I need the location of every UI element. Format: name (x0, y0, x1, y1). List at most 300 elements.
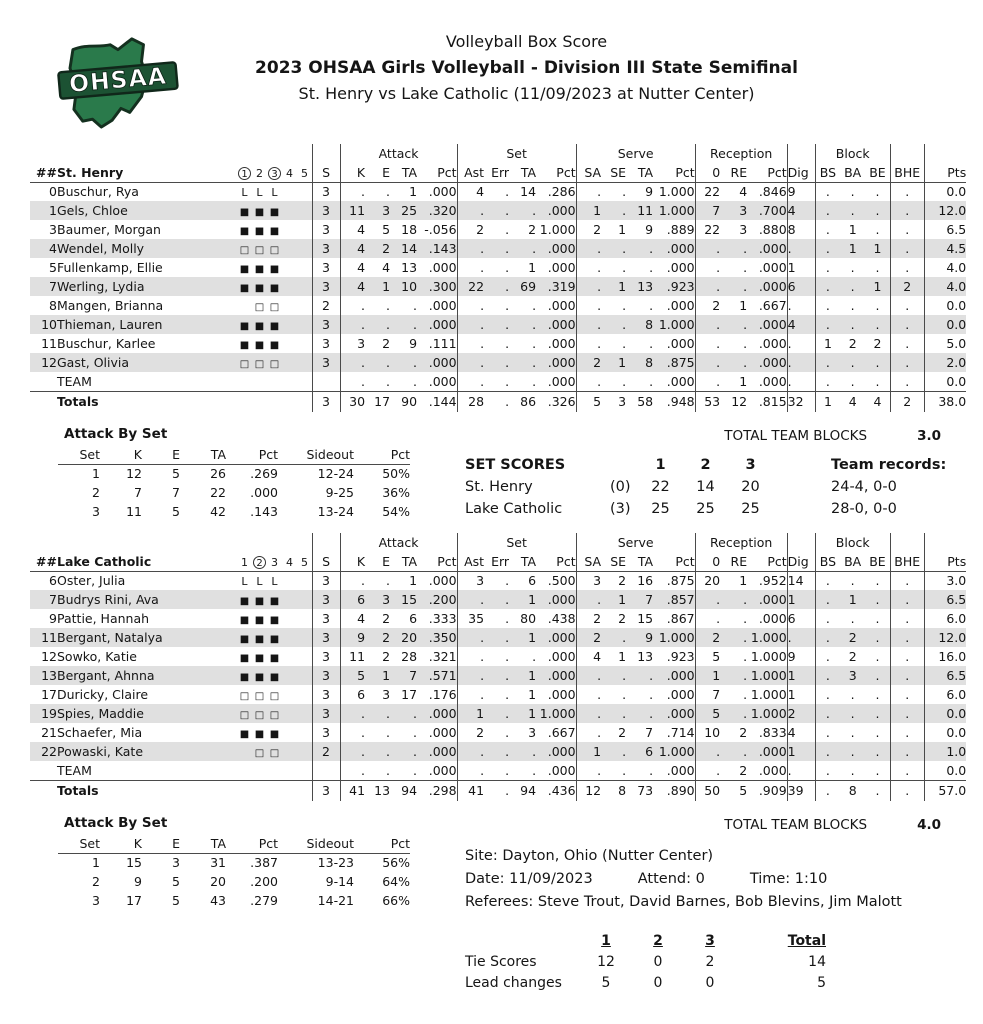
stat-cell: . (532, 298, 537, 313)
set-marker: ■ (254, 226, 265, 237)
set-marker: ■ (239, 264, 250, 275)
stat-cell: . (576, 334, 601, 353)
stat-cell: 20 (695, 571, 720, 590)
player-row (30, 220, 966, 239)
stat-cell: .144 (417, 391, 457, 412)
stat-cell: . (815, 761, 840, 780)
stat-cell: 16 (637, 573, 654, 589)
player-row (30, 609, 966, 628)
set-number: 5 (301, 166, 308, 180)
stat-cell: . (875, 184, 880, 200)
stat-cell: . (413, 744, 418, 759)
stat-cell: .571 (428, 668, 457, 683)
abs-cell: 20 (210, 874, 226, 889)
stat-cell: 1 (528, 687, 537, 702)
stat-cell: .948 (653, 391, 695, 412)
stat-cell: . (875, 630, 880, 645)
st-henry-attack-by-set (30, 424, 420, 521)
stat-cell: 1 (787, 742, 815, 761)
abs-col-header: K (100, 834, 142, 853)
stat-cell: . (890, 353, 924, 372)
stat-cell: . (850, 687, 855, 702)
stat-cell: . (815, 239, 840, 258)
stat-cell: . (505, 373, 510, 389)
stat-cell: 1.000 (750, 668, 787, 683)
stat-cell: . (505, 260, 510, 275)
stat-cell: 22 (457, 277, 484, 296)
stat-cell: 2 (873, 336, 882, 351)
col-header: Pct (653, 163, 695, 182)
stat-cell: . (576, 761, 601, 780)
stat-cell: 0.0 (924, 761, 966, 780)
stat-cell: . (875, 649, 880, 664)
col-header: BHE (890, 552, 924, 571)
stat-cell: .000 (666, 687, 695, 702)
stat-cell: 3 (739, 203, 748, 218)
stat-cell: 4 (457, 182, 484, 201)
abs-cell: 15 (126, 855, 142, 871)
stat-cell: . (890, 780, 924, 801)
site-line: Site: Dayton, Ohio (Nutter Center) (465, 848, 714, 864)
stat-cell: .320 (428, 203, 457, 218)
stat-cell: 3 (312, 647, 340, 666)
stat-cell: 1.000 (658, 630, 695, 645)
set-marker: □ (269, 691, 280, 702)
stat-cell: 1 (787, 590, 815, 609)
stat-cell: . (890, 571, 924, 590)
stat-cell: . (875, 298, 880, 313)
stat-cell: 3 (312, 220, 340, 239)
stat-cell: 1.000 (539, 222, 576, 237)
page-header (30, 32, 953, 132)
group-header-row (30, 533, 966, 552)
stat-cell: . (505, 706, 510, 721)
stat-cell: 2 (890, 277, 924, 296)
player-name: Thieman, Lauren (57, 317, 163, 332)
stat-cell: . (505, 241, 510, 256)
stat-cell: . (850, 744, 855, 759)
match-info (465, 845, 953, 915)
stat-cell: . (875, 373, 880, 389)
set-score: 20 (741, 479, 760, 495)
stat-cell: . (386, 762, 391, 778)
player-number: 19 (41, 706, 57, 721)
total-team-blocks-line (420, 428, 953, 444)
stat-cell: . (875, 706, 880, 721)
abs-header-row (58, 834, 410, 853)
set-scores (465, 454, 953, 520)
set-markers (237, 258, 312, 277)
stat-cell: . (386, 706, 391, 721)
stat-cell: 11 (340, 201, 365, 220)
stat-cell: . (787, 353, 815, 372)
stat-cell: 3 (739, 222, 748, 237)
stat-cell: 4.5 (924, 239, 966, 258)
group-spacer (787, 144, 815, 163)
stat-cell: .000 (758, 611, 787, 626)
stat-cell: . (787, 628, 815, 647)
set-markers (237, 201, 312, 220)
serve-group-header: Serve (576, 144, 695, 163)
stat-cell: . (413, 706, 418, 721)
abs-col-header: TA (180, 445, 226, 464)
stat-cell: .438 (547, 611, 576, 626)
stat-cell: 57.0 (924, 780, 966, 801)
set-marker: □ (254, 359, 265, 370)
player-name: Buschur, Rya (57, 184, 139, 200)
player-row (30, 761, 966, 780)
stat-cell: . (815, 353, 840, 372)
abs-cell: 9-25 (325, 485, 354, 500)
stat-cell: 22 (695, 182, 720, 201)
stat-cell: 1 (848, 241, 857, 256)
set-marker: ■ (239, 226, 250, 237)
set-scores-row (465, 498, 953, 520)
col-header: Dig (787, 552, 815, 571)
abs-col-header: TA (180, 834, 226, 853)
col-header: TA (509, 163, 536, 182)
stat-cell: 3 (382, 592, 391, 607)
stat-cell: .890 (653, 780, 695, 801)
stat-cell: 13 (637, 279, 654, 294)
set-marker: ■ (239, 596, 250, 607)
set-marker: ■ (239, 672, 250, 683)
stat-cell: . (850, 279, 855, 294)
set-marker: ■ (269, 283, 280, 294)
group-spacer (890, 144, 924, 163)
abs-cell: 5 (172, 893, 180, 908)
set-markers (237, 742, 312, 761)
stat-cell: 7 (409, 668, 418, 683)
stat-cell: 17 (365, 391, 390, 412)
col-header: Pts (924, 552, 966, 571)
col-header: 0 (695, 552, 720, 571)
stat-cell: 8 (601, 780, 626, 801)
stat-cell: .286 (547, 184, 576, 200)
stat-cell: . (787, 761, 815, 780)
stat-cell: 3 (312, 353, 340, 372)
abs-cell: 42 (210, 504, 226, 519)
player-name: Wendel, Molly (57, 241, 145, 256)
stat-cell: . (622, 260, 627, 275)
stat-cell: . (532, 744, 537, 759)
logo-text: OHSAA (67, 61, 168, 99)
player-number: 22 (41, 744, 57, 759)
col-header: BE (865, 163, 890, 182)
stat-cell: 3 (312, 666, 340, 685)
stat-cell: . (743, 355, 748, 370)
event-title: 2023 OHSAA Girls Volleyball - Division III State Semifinal (255, 58, 798, 78)
ohsaa-logo (42, 32, 194, 130)
stat-cell: 2 (739, 725, 748, 740)
player-number: 10 (41, 317, 57, 332)
stat-cell: .833 (758, 725, 787, 740)
group-spacer (787, 533, 815, 552)
group-spacer (924, 533, 966, 552)
stat-cell: . (787, 372, 815, 391)
total-team-blocks-label: TOTAL TEAM BLOCKS (724, 428, 868, 444)
player-name: Buschur, Karlee (57, 336, 156, 351)
set-number: 4 (286, 166, 293, 180)
stat-cell: . (695, 590, 720, 609)
col-header: Pct (536, 552, 576, 571)
abs-col-header: Set (58, 445, 100, 464)
stat-cell: . (505, 336, 510, 351)
stat-cell: . (875, 260, 880, 275)
set-marker: ■ (254, 653, 265, 664)
stat-cell: 1 (695, 666, 720, 685)
stat-cell: 7 (695, 201, 720, 220)
set-number: 4 (286, 555, 293, 569)
set-scores-column (420, 424, 953, 520)
col-header: S (312, 163, 340, 182)
stat-cell: .889 (666, 222, 695, 237)
stat-cell (312, 372, 340, 391)
stat-cell: . (815, 315, 840, 334)
stat-cell: .000 (666, 762, 695, 778)
stat-cell: 2 (576, 628, 601, 647)
stat-cell: . (457, 685, 484, 704)
player-row (30, 590, 966, 609)
stat-cell: 41 (457, 780, 484, 801)
stat-cell: . (695, 315, 720, 334)
stat-cell: . (815, 201, 840, 220)
stat-cell: 0.0 (924, 182, 966, 201)
stat-cell: 3 (312, 685, 340, 704)
player-name: Spies, Maddie (57, 706, 144, 721)
set-marker: □ (239, 245, 250, 256)
stat-cell: . (875, 611, 880, 626)
set-marker: □ (269, 359, 280, 370)
stat-cell: 1 (457, 704, 484, 723)
stat-cell: . (815, 296, 840, 315)
col-header: K (340, 552, 365, 571)
stat-cell: . (622, 317, 627, 332)
stat-cell: 1 (409, 573, 418, 589)
set-score: 25 (696, 501, 715, 517)
abs-cell: 13-23 (317, 855, 354, 871)
stat-cell: . (340, 353, 365, 372)
stat-cell: . (340, 315, 365, 334)
stat-cell: 94 (509, 780, 536, 801)
stat-cell: .000 (666, 668, 695, 683)
stat-cell: . (457, 742, 484, 761)
stat-cell: . (875, 725, 880, 740)
stat-cell: . (875, 573, 880, 589)
stat-cell: 35 (457, 609, 484, 628)
lead-changes-row (465, 973, 953, 994)
player-row (30, 372, 966, 391)
stat-cell: 2 (382, 241, 391, 256)
abs-cell: 64% (382, 874, 410, 889)
stat-cell: . (743, 592, 748, 607)
team-record: 24-4, 0-0 (831, 479, 897, 495)
stat-cell: .000 (666, 260, 695, 275)
stat-cell: .000 (547, 355, 576, 370)
stat-cell: . (649, 298, 654, 313)
stat-cell: . (505, 744, 510, 759)
stat-cell: .000 (547, 649, 576, 664)
stat-cell: 0.0 (924, 704, 966, 723)
stat-cell: . (532, 373, 537, 389)
stat-cell: . (815, 277, 840, 296)
tie-value: 0 (705, 975, 715, 992)
stat-cell: . (457, 372, 484, 391)
stat-cell: 5 (576, 391, 601, 412)
reception-group-header: Reception (695, 533, 787, 552)
abs-row (58, 891, 410, 910)
stat-cell: . (815, 590, 840, 609)
col-header: BE (865, 552, 890, 571)
tie-set-header: 2 (653, 933, 663, 950)
stat-cell: . (457, 666, 484, 685)
set-marker: ■ (239, 653, 250, 664)
player-number: 12 (41, 355, 57, 370)
stat-cell: . (875, 762, 880, 778)
stat-cell: . (576, 704, 601, 723)
stat-cell: .000 (547, 373, 576, 389)
set-marker: □ (239, 359, 250, 370)
stat-cell: . (532, 203, 537, 218)
stat-cell: . (695, 239, 720, 258)
set-markers (237, 761, 312, 780)
stat-cell: 6.5 (924, 666, 966, 685)
stat-cell: . (695, 277, 720, 296)
col-header: Pct (653, 552, 695, 571)
abs-cell: 17 (126, 893, 142, 908)
set-marker: ■ (269, 729, 280, 740)
stat-cell: . (649, 706, 654, 721)
player-name: Pattie, Hannah (57, 611, 150, 626)
stat-cell: . (815, 372, 840, 391)
stat-cell: . (622, 336, 627, 351)
col-header: 0 (695, 163, 720, 182)
stat-cell: . (890, 685, 924, 704)
abs-cell: 12 (126, 466, 142, 482)
stat-cell: 2 (787, 704, 815, 723)
abs-cell: 9-14 (325, 874, 354, 889)
stat-cell: . (743, 317, 748, 332)
player-name: Duricky, Claire (57, 687, 149, 702)
set-marker: ■ (239, 615, 250, 626)
stat-cell: . (340, 296, 365, 315)
spacer (30, 144, 312, 163)
stat-cell: 2.0 (924, 353, 966, 372)
set-marker: □ (269, 302, 280, 313)
abs-cell: 3 (92, 893, 100, 908)
set-marker: □ (254, 710, 265, 721)
stat-cell: 11 (340, 647, 365, 666)
stat-cell: .000 (758, 317, 787, 332)
stat-cell: 1 (618, 649, 627, 664)
abs-col-header: Pct (226, 445, 278, 464)
stat-cell: 6 (340, 685, 365, 704)
stat-cell: 1.000 (750, 687, 787, 702)
player-row (30, 315, 966, 334)
stat-cell: . (875, 592, 880, 607)
stat-cell: . (850, 373, 855, 389)
player-number: 5 (49, 260, 57, 275)
set-markers (237, 182, 312, 201)
stat-cell: . (505, 611, 510, 626)
stat-cell: . (743, 744, 748, 759)
set-number: 3 (271, 555, 278, 569)
abs-col-header: Sideout (278, 445, 354, 464)
col-header: TA (626, 163, 653, 182)
stat-cell: . (505, 649, 510, 664)
stat-cell: .000 (428, 762, 457, 778)
stat-cell: . (815, 258, 840, 277)
col-header: Pct (747, 552, 787, 571)
stat-cell: 1 (739, 573, 748, 589)
stat-cell: .111 (428, 336, 457, 351)
set-marker: L (256, 186, 263, 200)
abs-cell: 5 (172, 874, 180, 889)
stat-cell: .952 (758, 573, 787, 589)
stat-cell: .000 (428, 260, 457, 275)
stat-cell: . (649, 260, 654, 275)
stat-cell: . (457, 258, 484, 277)
stat-cell: . (875, 744, 880, 759)
stat-cell: 3 (312, 258, 340, 277)
player-name: Budrys Rini, Ava (57, 592, 159, 607)
stat-cell: . (413, 725, 418, 740)
stat-cell: 2 (848, 649, 857, 664)
stat-cell: 7 (645, 725, 654, 740)
stat-cell: 3 (601, 391, 626, 412)
stat-cell: 6 (645, 744, 654, 759)
stat-cell: 3 (312, 590, 340, 609)
stat-cell: . (576, 239, 601, 258)
stat-cell: . (649, 241, 654, 256)
stat-cell: . (340, 571, 365, 590)
set-number-circled: 3 (268, 167, 281, 180)
col-header: Pct (536, 163, 576, 182)
player-row (30, 704, 966, 723)
stat-cell: 1 (848, 592, 857, 607)
stat-cell: 1 (787, 685, 815, 704)
stat-cell: . (743, 279, 748, 294)
set-marker: ■ (269, 207, 280, 218)
stat-cell: 32 (787, 391, 815, 412)
stat-cell: 90 (390, 391, 417, 412)
stat-cell: 3 (312, 723, 340, 742)
stat-cell: . (787, 239, 815, 258)
stat-cell: . (850, 573, 855, 589)
stat-cell: . (532, 241, 537, 256)
stat-cell: . (386, 373, 391, 389)
stat-cell: . (875, 203, 880, 218)
stat-cell: .436 (536, 780, 576, 801)
abs-cell: .269 (250, 466, 278, 482)
stat-cell: 6 (340, 590, 365, 609)
abs-cell: 13-24 (317, 504, 354, 519)
stat-cell: .321 (428, 649, 457, 664)
stat-cell: 2 (382, 649, 391, 664)
abs-cell: .143 (250, 504, 278, 519)
stat-cell: . (576, 277, 601, 296)
player-row (30, 571, 966, 590)
abs-col-header: Pct (226, 834, 278, 853)
stat-cell: . (340, 372, 365, 391)
set-markers (237, 609, 312, 628)
stat-cell: 2 (739, 762, 748, 778)
col-header: Err (484, 552, 509, 571)
set-number: 1 (241, 555, 248, 569)
stat-cell: . (340, 761, 365, 780)
stat-cell: . (815, 723, 840, 742)
stat-cell: . (875, 687, 880, 702)
